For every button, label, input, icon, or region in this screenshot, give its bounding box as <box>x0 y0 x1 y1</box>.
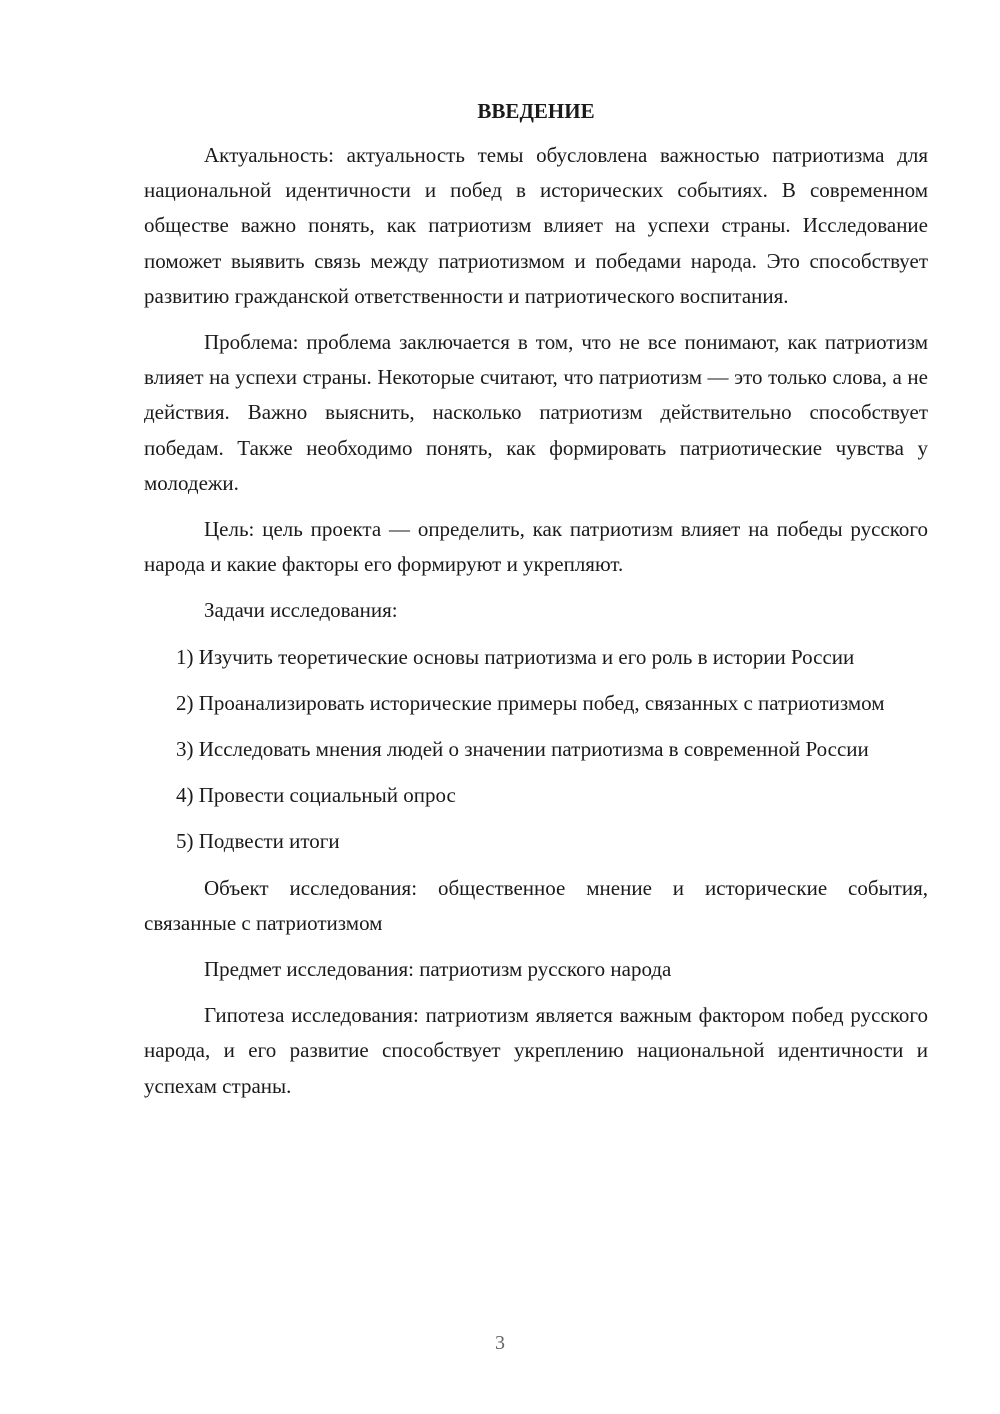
task-item-3: 3) Исследовать мнения людей о значении патриотизма в современной России <box>176 737 869 762</box>
hypothesis-paragraph: Гипотеза исследования: патриотизм является важным фактором побед русского народа, и его развитие способствует укреплению национальной идентичности и успехам страны. <box>144 1003 928 1098</box>
subject-paragraph: Предмет исследования: патриотизм русского народа <box>204 957 672 982</box>
section-title: ВВЕДЕНИЕ <box>477 99 595 123</box>
problem-paragraph: Проблема: проблема заключается в том, что не все понимают, как патриотизм влияет на успехи страны. Некоторые считают, что патриотизм — это только слова, а не действия. Важно выяснить, насколько патриотизм действительно способствует победам. Также необходимо понять, как формировать патриотические чувства у молодежи. <box>144 330 928 495</box>
task-item-2: 2) Проанализировать исторические примеры побед, связанных с патриотизмом <box>176 690 885 715</box>
task-item-5: 5) Подвести итоги <box>176 829 340 854</box>
task-item-4: 4) Провести социальный опрос <box>176 783 456 808</box>
relevance-paragraph: Актуальность: актуальность темы обусловлена важностью патриотизма для национальной идентичности и побед в исторических событиях. В современном обществе важно понять, как патриотизм влияет на успехи страны. Исследование поможет выявить связь между патриотизмом и победами народа. Это способствует развитию гражданской ответственности и патриотического воспитания. <box>144 143 928 308</box>
tasks-heading: Задачи исследования: <box>204 598 398 623</box>
object-paragraph: Объект исследования: общественное мнение и исторические события, связанные с патриотизмом <box>144 875 928 935</box>
goal-paragraph: Цель: цель проекта — определить, как патриотизм влияет на победы русского народа и какие факторы его формируют и укрепляют. <box>144 517 928 577</box>
page-content <box>144 96 928 1115</box>
task-item-1: 1) Изучить теоретические основы патриотизма и его роль в истории России <box>176 644 855 669</box>
page-number: 3 <box>495 1332 505 1354</box>
